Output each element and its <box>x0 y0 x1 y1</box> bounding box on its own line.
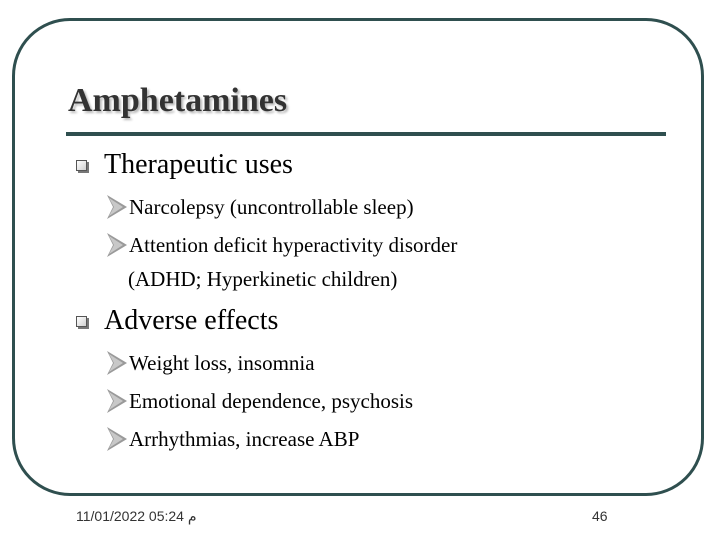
section-heading <box>76 304 413 338</box>
list-item-text: Arrhythmias, increase ABP <box>129 426 360 451</box>
slide-title: Amphetamines <box>68 82 288 119</box>
list-item <box>76 220 457 258</box>
list-item-text: Attention deficit hyperactivity disorder <box>129 232 458 257</box>
section-therapeutic-uses <box>76 148 457 292</box>
list-item-text: Weight loss, insomnia <box>129 350 315 375</box>
title-underline <box>66 132 666 136</box>
list-item <box>76 376 413 414</box>
footer-date: م 05:24 11/01/2022 <box>76 508 197 524</box>
list-item-text: Narcolepsy (uncontrollable sleep) <box>129 194 414 219</box>
square-bullet-icon <box>76 160 87 171</box>
arrow-bullet-icon <box>106 194 128 220</box>
list-item-text: Emotional dependence, psychosis <box>129 388 414 413</box>
arrow-bullet-icon <box>106 388 128 414</box>
list-item-continuation: (ADHD; Hyperkinetic children) <box>128 267 398 291</box>
section-label: Therapeutic uses <box>104 149 293 180</box>
section-adverse-effects <box>76 304 413 452</box>
square-bullet-icon <box>76 316 87 327</box>
page-number: 46 <box>592 508 608 524</box>
list-item <box>76 182 457 220</box>
arrow-bullet-icon <box>106 426 128 452</box>
section-label: Adverse effects <box>104 305 279 336</box>
list-item <box>76 414 413 452</box>
arrow-bullet-icon <box>106 232 128 258</box>
sub-list <box>76 338 413 452</box>
arrow-bullet-icon <box>106 350 128 376</box>
sub-list <box>76 182 457 258</box>
list-item <box>76 338 413 376</box>
section-heading <box>76 148 457 182</box>
